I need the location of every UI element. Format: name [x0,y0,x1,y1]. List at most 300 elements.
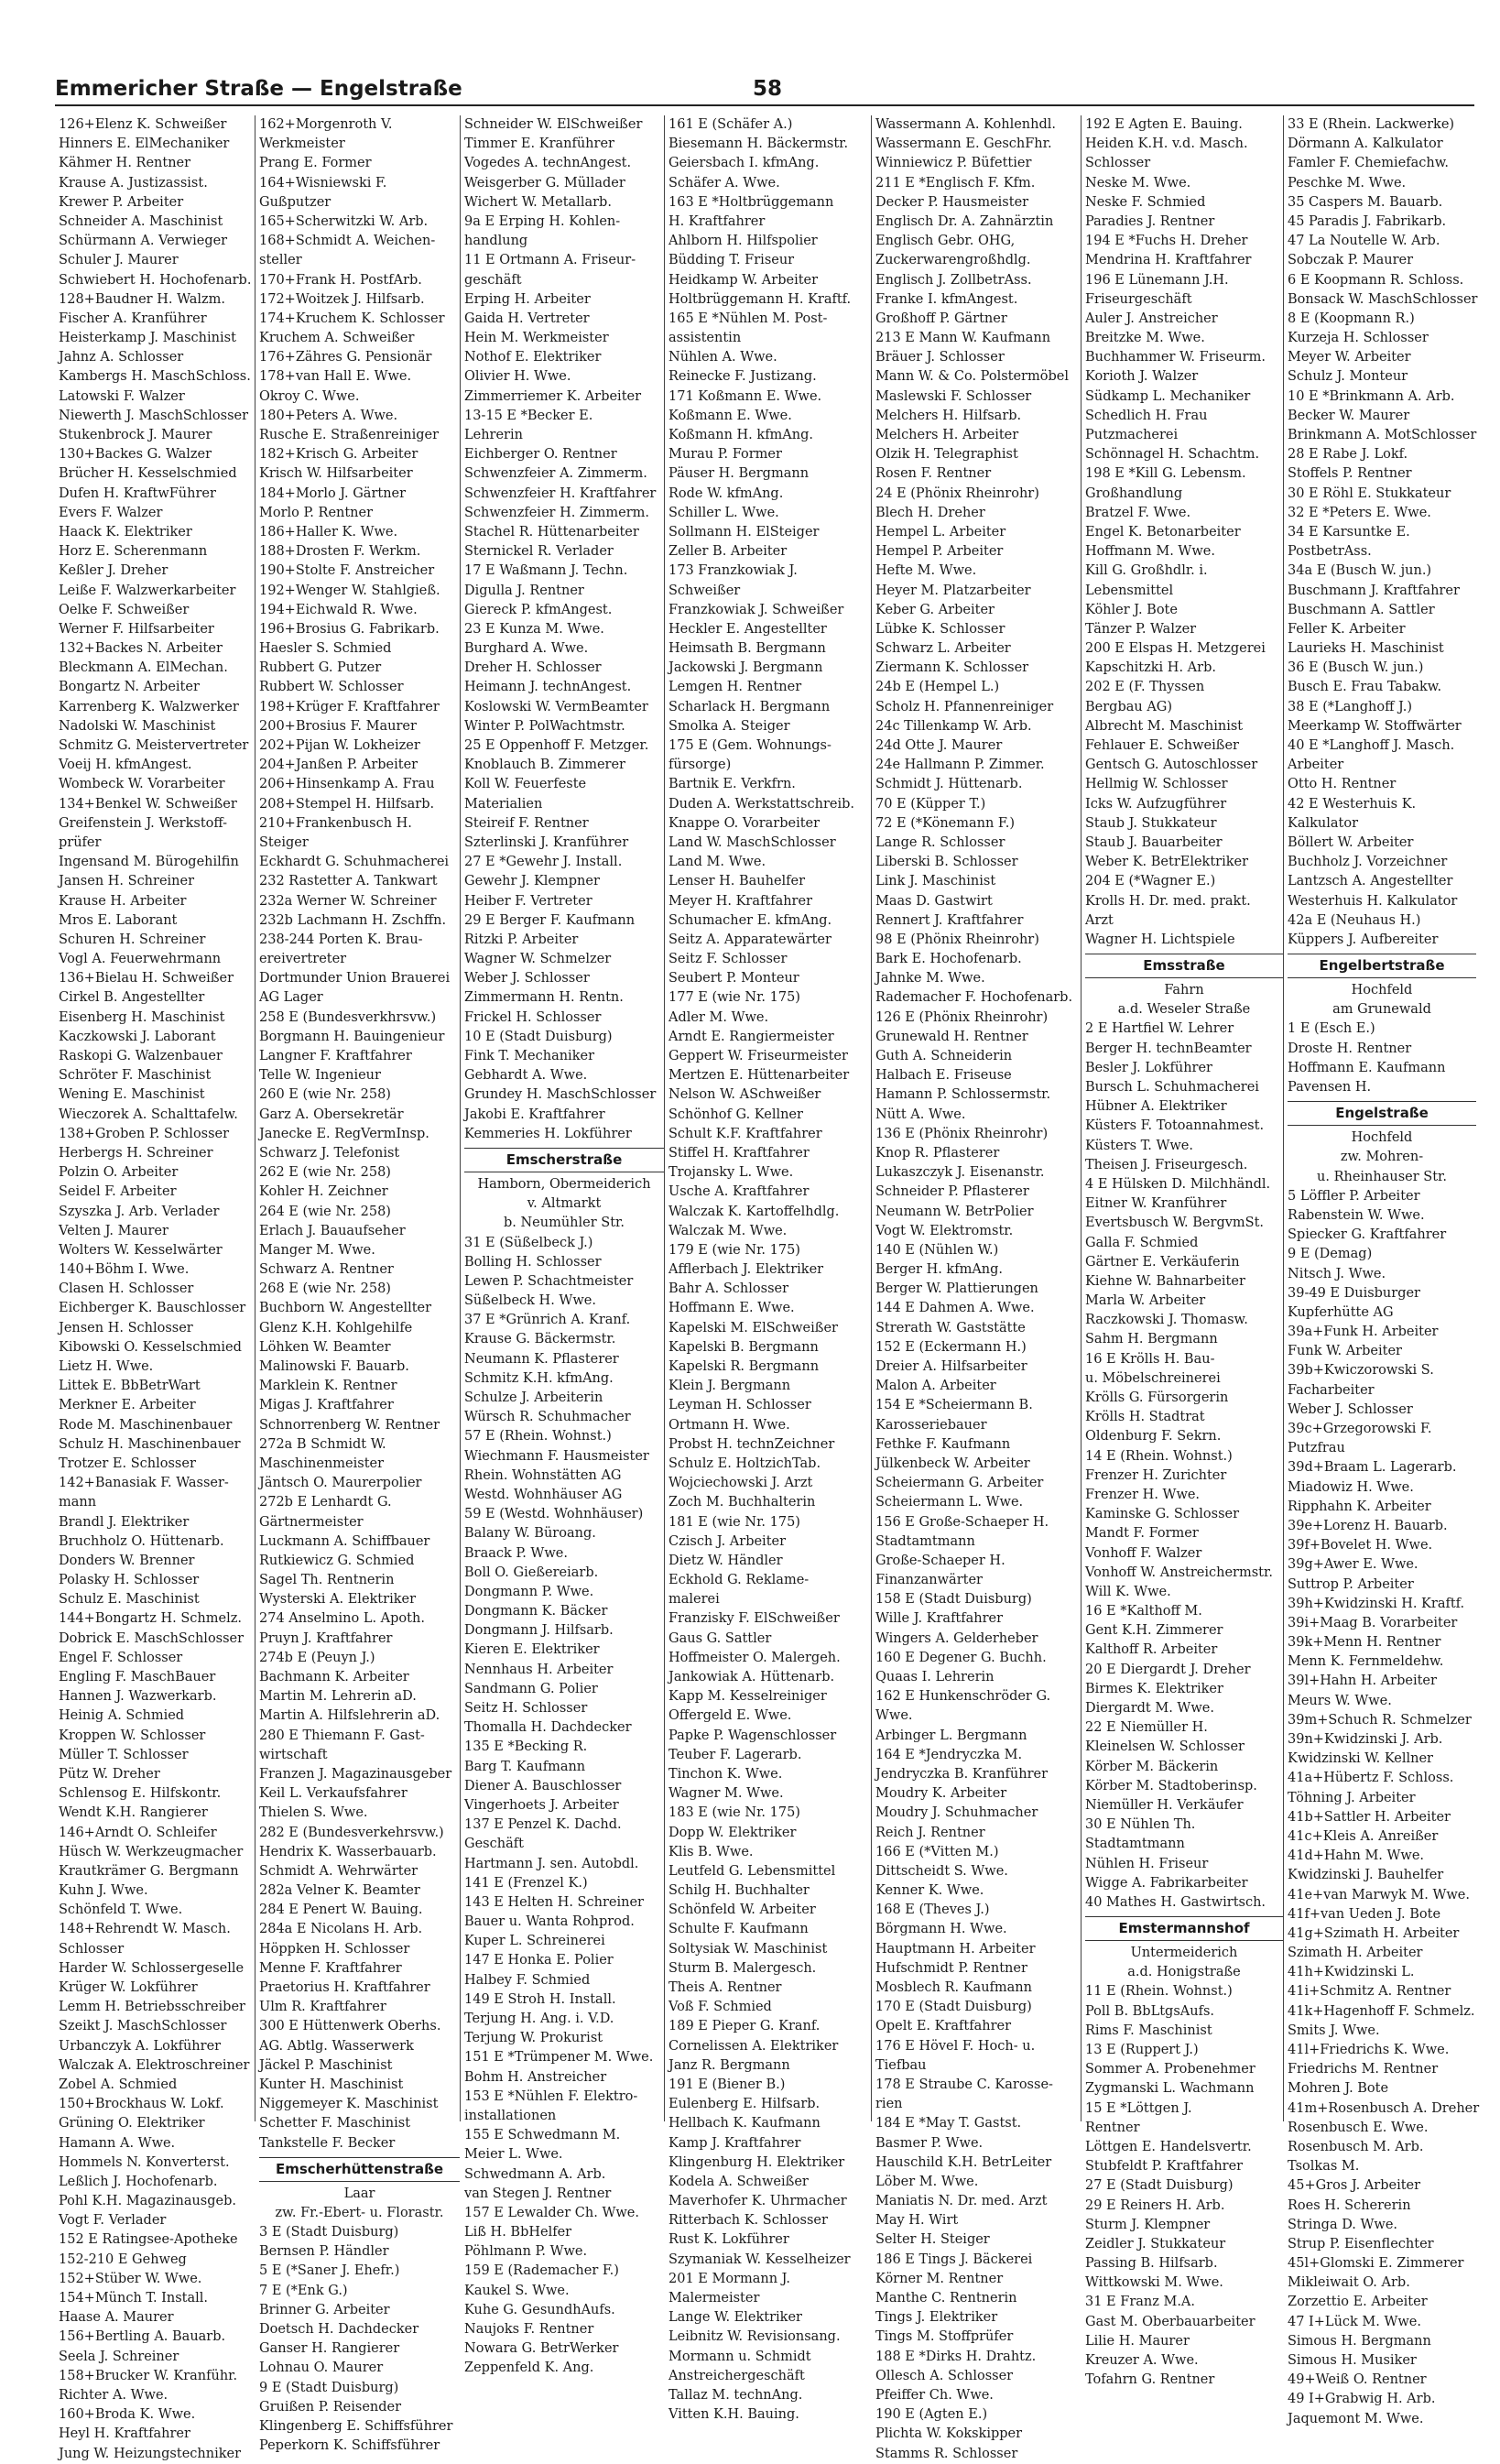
resident-entry: Lietz H. Wwe. [59,1359,154,1374]
resident-entry: 9 E (Demag) [1288,1247,1373,1262]
resident-entry: Großhandlung [1085,485,1183,501]
resident-entry: Will K. Wwe. [1085,1584,1171,1599]
resident-entry: 10 E (Stadt Duisburg) [464,1029,613,1044]
resident-entry: Lemgen H. Rentner [668,680,802,695]
resident-entry: Krautkrämer G. Bergmann [59,1863,239,1879]
resident-entry: 36 E (Busch W. jun.) [1288,660,1424,676]
resident-entry: Rabenstein W. Wwe. [1288,1207,1425,1223]
resident-entry: Bursch L. Schuhmacherei [1085,1080,1259,1095]
resident-entry: 1 E (Esch E.) [1288,1021,1375,1037]
resident-entry: Mros E. Laborant [59,912,178,928]
resident-entry: 264 E (wie Nr. 258) [259,1204,391,1219]
resident-entry: 42a E (Neuhaus H.) [1288,912,1421,928]
street-location-note: zw. Fr.-Ebert- u. Florastr. [275,2205,444,2220]
resident-entry: Schedlich H. Frau [1085,408,1208,423]
resident-entry: Besler J. Lokführer [1085,1060,1212,1075]
resident-entry: Mormann u. Schmidt [668,2349,811,2364]
resident-entry: 128+Baudner H. Walzm. [59,291,225,307]
resident-entry: 45l+Glomski E. Zimmerer [1288,2256,1464,2272]
resident-entry: 213 E Mann W. Kaufmann [875,331,1051,346]
resident-entry: Wichert W. Metallarb. [464,194,612,210]
resident-entry: 41f+van Ueden J. Bote [1288,1906,1441,1922]
resident-entry: Dortmunder Union Brauerei [259,971,451,987]
resident-entry: Westerhuis H. Kalkulator [1288,893,1458,909]
resident-entry: 41d+Hahn M. Wwe. [1288,1848,1425,1864]
resident-entry: Sagel Th. Rentnerin [259,1573,395,1588]
directory-columns [55,115,1480,2461]
resident-entry: Kalthoff R. Arbeiter [1085,1642,1218,1658]
resident-entry: 156 E Große-Schaeper H. [875,1514,1049,1530]
resident-entry: Peperkorn K. Schiffsführer [259,2438,440,2454]
resident-entry: Dreier A. Hilfsarbeiter [875,1359,1027,1374]
resident-entry: 194+Eichwald R. Wwe. [259,602,418,617]
resident-entry: 300 E Hüttenwerk Oberhs. [259,2019,441,2034]
resident-entry: PostbetrAss. [1288,544,1372,560]
resident-entry: Lebensmittel [1085,583,1174,598]
resident-entry: Heiden K.H. v.d. Masch. [1085,136,1248,152]
resident-entry: 29 E Reiners H. Arb. [1085,2197,1225,2213]
resident-entry: Arbinger L. Bergmann [875,1728,1027,1743]
resident-entry: Schiller L. Wwe. [668,505,779,520]
resident-entry: 98 E (Phönix Rheinrohr) [875,932,1039,947]
resident-entry: Walczak K. Kartoffelhdlg. [668,1204,840,1219]
resident-entry: 157 E Lewalder Ch. Wwe. [464,2205,639,2220]
resident-entry: Facharbeiter [1288,1382,1375,1398]
resident-entry: Franke I. kfmAngest. [875,291,1018,307]
resident-entry: Kodela A. Schweißer [668,2174,809,2189]
resident-entry: Schmidt J. Hüttenarb. [875,777,1023,792]
resident-entry: Jankowiak A. Hüttenarb. [668,1670,835,1684]
resident-entry: Stukenbrock J. Maurer [59,428,212,442]
resident-entry: Schlensog E. Hilfskontr. [59,1786,222,1802]
resident-entry: 40 Mathes H. Gastwirtsch. [1085,1894,1266,1910]
resident-entry: Buschmann J. Kraftfahrer [1288,583,1460,598]
resident-entry: 134+Benkel W. Schweißer [59,796,237,812]
page-number: 58 [753,77,783,101]
resident-entry: Schlosser [59,1941,125,1957]
resident-entry: Schneider A. Maschinist [59,213,223,229]
resident-entry: Suttrop P. Arbeiter [1288,1576,1414,1592]
resident-entry: Mann W. & Co. Polstermöbel [875,369,1069,385]
resident-entry: Kwidzinski J. Bauhelfer [1288,1868,1444,1883]
resident-entry: 7 E (*Enk G.) [259,2283,348,2298]
resident-entry: Löhken W. Beamter [259,1339,391,1355]
resident-entry: Rusche E. Straßenreiniger [259,428,440,442]
resident-entry: Keil L. Verkaufsfahrer [259,1786,408,1802]
resident-entry: Heimann J. technAngest. [464,680,632,695]
resident-entry: Mohren J. Bote [1288,2081,1389,2097]
resident-entry: 184+Morlo J. Gärtner [259,485,407,501]
resident-entry: Offergeld E. Wwe. [668,1708,792,1724]
resident-entry: Poll B. BbLtgsAufs. [1085,2003,1214,2019]
resident-entry: Wiechmann F. Hausmeister [464,1448,649,1464]
resident-entry: Hoffmann E. Wwe. [668,1301,795,1316]
resident-entry: Vogedes A. technAngest. [464,156,632,171]
street-location-note: zw. Mohren- [1340,1150,1424,1165]
resident-entry: Nühlen A. Wwe. [668,350,777,365]
resident-entry: Schönhof G. Kellner [668,1107,803,1122]
resident-entry: Kemmeries H. Lokführer [464,1126,632,1141]
resident-entry: 9a E Erping H. Kohlen- [464,213,621,229]
resident-entry: 37 E *Grünrich A. Kranf. [464,1313,631,1328]
resident-entry: Mosblech R. Kaufmann [875,1980,1032,1995]
resident-entry: Rode M. Maschinenbauer [59,1417,233,1433]
resident-entry: Seidel F. Arbeiter [59,1184,177,1200]
resident-entry: Paradies J. Rentner [1085,213,1215,229]
resident-entry: Schönfeld W. Arbeiter [668,1903,816,1918]
resident-entry: Polzin O. Arbeiter [59,1165,179,1181]
resident-entry: Hommels N. Konverterst. [59,2154,230,2170]
resident-entry: 198+Krüger F. Kraftfahrer [259,699,440,714]
resident-entry: 136 E (Phönix Rheinrohr) [875,1126,1049,1141]
resident-entry: Koslowski W. VermBeamter [464,699,648,714]
resident-entry: Anstreichergeschäft [668,2368,805,2383]
resident-entry: Birmes K. Elektriker [1085,1681,1223,1696]
resident-entry: Wieczorek A. Schalttafelw. [59,1107,238,1122]
resident-entry: Bleckmann A. ElMechan. [59,660,228,676]
resident-entry: 160+Broda K. Wwe. [59,2407,196,2423]
resident-entry: 268 E (wie Nr. 258) [259,1281,391,1297]
resident-entry: Tings M. Stoffprüfer [875,2329,1014,2345]
resident-entry: Koll W. Feuerfeste [464,777,587,792]
resident-entry: Heimsath B. Bergmann [668,641,826,657]
resident-entry: Braack P. Wwe. [464,1545,568,1561]
resident-entry: Wojciechowski J. Arzt [668,1476,813,1491]
resident-entry: Szyszka J. Arb. Verlader [59,1204,220,1219]
resident-entry: 35 Caspers M. Bauarb. [1288,194,1443,210]
resident-entry: Sandmann G. Polier [464,1681,598,1696]
resident-entry: Mendrina H. Kraftfahrer [1085,253,1252,268]
resident-entry: Lohnau O. Maurer [259,2360,384,2376]
resident-entry: 49 I+Grabwig H. Arb. [1288,2392,1436,2407]
resident-entry: Brandl J. Elektriker [59,1514,190,1530]
resident-entry: 72 E (*Könemann F.) [875,815,1016,831]
resident-entry: Mertzen E. Hüttenarbeiter [668,1068,850,1084]
resident-entry: 178+van Hall E. Wwe. [259,369,412,385]
resident-entry: 126 E (Phönix Rheinrohr) [875,1009,1049,1025]
resident-entry: Klis B. Wwe. [668,1844,754,1859]
resident-entry: Mikleiwait O. Arb. [1288,2275,1410,2291]
resident-entry: 28 E Rabe J. Lokf. [1288,447,1408,463]
street-location-note: Hochfeld [1351,1130,1413,1146]
resident-entry: 70 E (Küpper T.) [875,796,986,812]
resident-entry: 211 E *Englisch F. Kfm. [875,175,1036,191]
resident-entry: Bachmann K. Arbeiter [259,1670,409,1684]
resident-entry: 190+Stolte F. Anstreicher [259,563,435,579]
resident-entry: malerei [668,1592,720,1608]
resident-entry: Kenner K. Wwe. [875,1883,984,1899]
resident-entry: Walczak M. Wwe. [668,1223,788,1238]
resident-entry: Weber J. Schlosser [464,971,590,987]
resident-entry: 201 E Mormann J. [668,2271,790,2286]
resident-entry: 198 E *Kill G. Lebensm. [1085,466,1246,482]
resident-entry: Rims F. Maschinist [1085,2022,1212,2038]
resident-entry: Nelson W. ASchweißer [668,1087,821,1103]
resident-entry: 168 E (Theves J.) [875,1903,990,1918]
resident-entry: Burghard A. Wwe. [464,641,589,657]
resident-entry: Kiehne W. Bahnarbeiter [1085,1273,1245,1289]
resident-entry: Thielen S. Wwe. [259,1805,368,1821]
resident-entry: Töhning J. Arbeiter [1288,1790,1416,1805]
resident-entry: May H. Wirt [875,2213,959,2229]
resident-entry: Lübke K. Schlosser [875,621,1005,637]
resident-entry: Große-Schaeper H. [875,1553,1005,1568]
resident-entry: Afflerbach J. Elektriker [668,1262,824,1278]
resident-entry: Szeikt J. MaschSchlosser [59,2019,227,2034]
resident-entry: Jaquemont M. Wwe. [1288,2411,1424,2426]
resident-entry: Opelt E. Kraftfahrer [875,2019,1012,2034]
resident-entry: rien [875,2097,903,2112]
resident-entry: 179 E (wie Nr. 175) [668,1242,800,1258]
resident-entry: Würsch R. Schuhmacher [464,1410,631,1425]
resident-entry: Haase A. Maurer [59,2310,174,2326]
resident-entry: 41g+Szimath H. Arbeiter [1288,1925,1460,1941]
resident-entry: 39e+Lorenz H. Bauarb. [1288,1518,1448,1533]
resident-entry: Nühlen H. Friseur [1085,1856,1209,1871]
resident-entry: Frenzer H. Wwe. [1085,1487,1201,1502]
resident-entry: Brinkmann A. MotSchlosser [1288,428,1477,442]
resident-entry: 2 E Hartfiel W. Lehrer [1085,1021,1234,1037]
resident-entry: Bauer u. Wanta Rohprod. [464,1914,635,1930]
resident-entry: 152-210 E Gehweg [59,2251,187,2267]
resident-entry: Fink T. Mechaniker [464,1049,594,1063]
resident-entry: 162 E Hunkenschröder G. [875,1689,1051,1705]
resident-entry: Schnorrenberg W. Rentner [259,1417,440,1433]
resident-entry: 39-49 E Duisburger [1288,1285,1420,1301]
directory-column [255,115,460,2454]
resident-entry: 165 E *Nühlen M. Post- [668,311,828,326]
resident-entry: Stoffels P. Rentner [1288,466,1412,482]
resident-entry: Hamann P. Schlossermstr. [875,1087,1051,1103]
resident-entry: Schulte F. Kaufmann [668,1922,809,1937]
resident-entry: Seubert P. Monteur [668,971,799,987]
resident-entry: Wingers A. Gelderheber [875,1630,1038,1646]
resident-entry: Ripphahn K. Arbeiter [1288,1499,1431,1514]
resident-entry: 8 E (Koopmann R.) [1288,311,1415,326]
resident-entry: Südkamp L. Mechaniker [1085,388,1251,404]
street-location-note: Hamborn, Obermeiderich [477,1176,651,1192]
resident-entry: Land M. Wwe. [668,855,766,870]
resident-entry: 30 E Röhl E. Stukkateur [1288,485,1451,501]
resident-entry: Hüsch W. Werkzeugmacher [59,1844,244,1859]
resident-entry: 210+Frankenbusch H. [259,815,412,831]
resident-entry: Keßler J. Dreher [59,563,168,579]
resident-entry: Kalkulator [1288,815,1359,831]
resident-entry: Pruyn J. Kraftfahrer [259,1630,393,1646]
resident-entry: 284 E Penert W. Bauing. [259,1903,423,1918]
resident-entry: 39k+Menn H. Rentner [1288,1635,1441,1651]
resident-entry: 155 E Schwedmann M. [464,2128,621,2143]
resident-entry: Heidkamp W. Arbeiter [668,272,819,288]
resident-entry: Pohl K.H. Magazinausgeb. [59,2194,237,2209]
resident-entry: 202+Pijan W. Lokheizer [259,738,420,753]
resident-entry: Schweißer [668,583,741,598]
resident-entry: Vogt F. Verlader [59,2213,167,2229]
resident-entry: Meyer W. Arbeiter [1288,350,1411,365]
resident-entry: 142+Banasiak F. Wasser- [59,1476,229,1491]
resident-entry: Maas D. Gastwirt [875,893,993,909]
resident-entry: Tinchon K. Wwe. [668,1766,783,1782]
resident-entry: Oelke F. Schweißer [59,602,190,617]
resident-entry: 39m+Schuch R. Schmelzer [1288,1712,1472,1728]
resident-entry: 16 E Krölls H. Bau- [1085,1351,1215,1367]
resident-entry: Fehlauer E. Schweißer [1085,738,1239,753]
resident-entry: Busch E. Frau Tabakw. [1288,680,1442,695]
resident-entry: Bahr A. Schlosser [668,1281,789,1297]
resident-entry: Stadtamtmann [875,1533,975,1549]
resident-entry: Zimmermann H. Rentn. [464,990,624,1006]
resident-entry: H. Kraftfahrer [668,213,766,229]
resident-entry: Neumann W. BetrPolier [875,1204,1034,1219]
resident-entry: Schneider P. Pflasterer [875,1184,1029,1200]
resident-entry: 137 E Penzel K. Dachd. [464,1817,622,1833]
resident-entry: Niemüller H. Verkäufer [1085,1797,1244,1813]
resident-entry: Englisch Dr. A. Zahnärztin [875,213,1054,229]
resident-entry: 25 E Oppenhoff F. Metzger. [464,738,649,753]
resident-entry: 175 E (Gem. Wohnungs- [668,738,832,753]
resident-entry: Knoblauch B. Zimmerer [464,758,625,773]
resident-entry: 126+Elenz K. Schweißer [59,117,227,132]
resident-entry: Martin M. Lehrerin aD. [259,1689,417,1705]
resident-entry: Kroppen W. Schlosser [59,1728,206,1743]
resident-entry: Dörmann A. Kalkulator [1288,136,1443,152]
resident-entry: Boll O. Gießereiarb. [464,1565,599,1580]
resident-entry: 151 E *Trümpener M. Wwe. [464,2050,654,2066]
resident-entry: Hoffmeister O. Malergeh. [668,1650,841,1665]
resident-entry: Frenzer H. Zurichter [1085,1467,1227,1483]
resident-entry: Scheiermann L. Wwe. [875,1495,1024,1510]
resident-entry: Körber M. Bäckerin [1085,1759,1219,1774]
resident-entry: Duden A. Werkstattschreib. [668,796,854,812]
resident-entry: 260 E (wie Nr. 258) [259,1087,391,1103]
resident-entry: Jülkenbeck W. Arbeiter [875,1456,1030,1471]
resident-entry: Kleinelsen W. Schlosser [1085,1739,1245,1755]
resident-entry: Krause A. Justizassist. [59,175,208,191]
resident-entry: geschäft [464,272,522,288]
resident-entry: Balany W. Büroang. [464,1526,596,1542]
resident-entry: Büdding T. Friseur [668,253,795,268]
resident-entry: Lewen P. Schachtmeister [464,1273,634,1289]
resident-entry: Scheiermann G. Arbeiter [875,1476,1044,1491]
resident-entry: Seela J. Schreiner [59,2349,179,2364]
resident-entry: Schilg H. Buchhalter [668,1883,810,1899]
resident-entry: Leyman H. Schlosser [668,1398,811,1413]
resident-entry: Krolls H. Dr. med. prakt. [1085,893,1251,909]
street-location-note: am Grunewald [1332,1002,1431,1018]
resident-entry: Olzik H. Telegraphist [875,447,1018,463]
resident-entry: Kapelski M. ElSchweißer [668,1320,838,1336]
resident-entry: Rubbert G. Putzer [259,660,382,676]
resident-entry: Kwidzinski W. Kellner [1288,1751,1433,1767]
resident-entry: Nowara G. BetrWerker [464,2341,619,2357]
resident-entry: Kieren E. Elektriker [464,1642,600,1658]
resident-entry: Kreuzer A. Wwe. [1085,2353,1199,2368]
resident-entry: Krause H. Arbeiter [59,893,187,909]
resident-entry: Lilie H. Maurer [1085,2333,1190,2349]
resident-entry: Pütz W. Dreher [59,1766,160,1782]
resident-entry: Simous H. Bergmann [1288,2333,1431,2349]
resident-entry: Niggemeyer K. Maschinist [259,2097,439,2112]
resident-entry: Kuhn J. Wwe. [59,1883,148,1899]
resident-entry: Schumacher E. kfmAng. [668,912,832,928]
resident-entry: Heckler E. Angestellter [668,621,827,637]
resident-entry: Auler J. Anstreicher [1085,311,1218,326]
resident-entry: handlung [464,234,528,249]
resident-entry: Finanzanwärter [875,1573,983,1588]
resident-entry: Hauptmann H. Arbeiter [875,1941,1036,1957]
resident-entry: Schwiebert H. Hochofenarb. [59,272,252,288]
resident-entry: 31 E Franz M.A. [1085,2295,1196,2310]
resident-entry: 170+Frank H. PostfArb. [259,272,422,288]
resident-entry: Meerkamp W. Stoffwärter [1288,718,1462,734]
resident-entry: Lantzsch A. Angestellter [1288,874,1453,889]
resident-entry: Rademacher F. Hochofenarb. [875,990,1073,1006]
street-location-note: v. Altmarkt [527,1196,602,1212]
resident-entry: Jackowski J. Bergmann [668,660,823,676]
resident-entry: Szimath H. Arbeiter [1288,1946,1423,1961]
resident-entry: Rubbert W. Schlosser [259,680,404,695]
resident-entry: Latowski F. Walzer [59,388,185,404]
resident-entry: Urbanczyk A. Lokführer [59,2038,222,2054]
resident-entry: Zoch M. Buchhalterin [668,1495,816,1510]
resident-entry: Eitner W. Kranführer [1085,1196,1227,1212]
resident-entry: 206+Hinsenkamp A. Frau [259,777,435,792]
resident-entry: 272b E Lenhardt G. [259,1495,392,1510]
directory-column [460,115,664,2376]
resident-entry: Franzen J. Magazinausgeber [259,1766,452,1782]
resident-entry: Großhoff P. Gärtner [875,311,1007,326]
resident-entry: 162+Morgenroth V. [259,117,393,132]
resident-entry: Englisch Gebr. OHG, [875,234,1016,249]
resident-entry: 41m+Rosenbusch A. Dreher [1288,2100,1480,2116]
resident-entry: Decker P. Hausmeister [875,194,1029,210]
resident-entry: Gaida H. Vertreter [464,311,590,326]
resident-entry: Dopp W. Elektriker [668,1825,797,1840]
resident-entry: Bernsen P. Händler [259,2244,389,2260]
resident-entry: Pöhlmann P. Wwe. [464,2244,588,2260]
resident-entry: Strup P. Eisenflechter [1288,2236,1434,2251]
resident-entry: Weber J. Schlosser [1288,1401,1413,1417]
resident-entry: Krause G. Bäckermstr. [464,1332,616,1347]
resident-entry: ereivertreter [259,952,347,967]
resident-entry: Karosseriebauer [875,1417,987,1433]
resident-entry: 165+Scherwitzki W. Arb. [259,213,429,229]
resident-entry: Schulz H. Maschinenbauer [59,1436,241,1452]
resident-entry: 274b E (Peuyn J.) [259,1650,375,1665]
resident-entry: Thomalla H. Dachdecker [464,1720,632,1736]
resident-entry: 140+Böhm I. Wwe. [59,1262,190,1278]
resident-entry: 144+Bongartz H. Schmelz. [59,1611,242,1627]
resident-entry: Vogl A. Feuerwehrmann [59,952,222,967]
resident-entry: Berger H. technBeamter [1085,1041,1252,1056]
resident-entry: Putzfrau [1288,1441,1345,1456]
resident-entry: Zorzettio E. Arbeiter [1288,2295,1428,2310]
resident-entry: Digulla J. Rentner [464,583,584,598]
resident-entry: Melchers H. Arbeiter [875,428,1019,442]
resident-entry: Engel K. Betonarbeiter [1085,524,1241,540]
resident-entry: Schulze J. Arbeiterin [464,1390,603,1405]
resident-entry: Telle W. Ingenieur [259,1068,381,1084]
resident-entry: 168+Schmidt A. Weichen- [259,234,436,249]
resident-entry: 170 E (Stadt Duisburg) [875,2000,1032,2015]
resident-entry: Maslewski F. Schlosser [875,388,1032,404]
resident-entry: Hannen J. Wazwerkarb. [59,1689,217,1705]
resident-entry: Ulm R. Kraftfahrer [259,2000,386,2015]
resident-entry: Koßmann E. Wwe. [668,408,792,423]
resident-entry: Klingenburg H. Elektriker [668,2154,845,2170]
resident-entry: Tsolkas M. [1288,2159,1360,2175]
street-location-note: a.d. Weseler Straße [1117,1002,1251,1018]
